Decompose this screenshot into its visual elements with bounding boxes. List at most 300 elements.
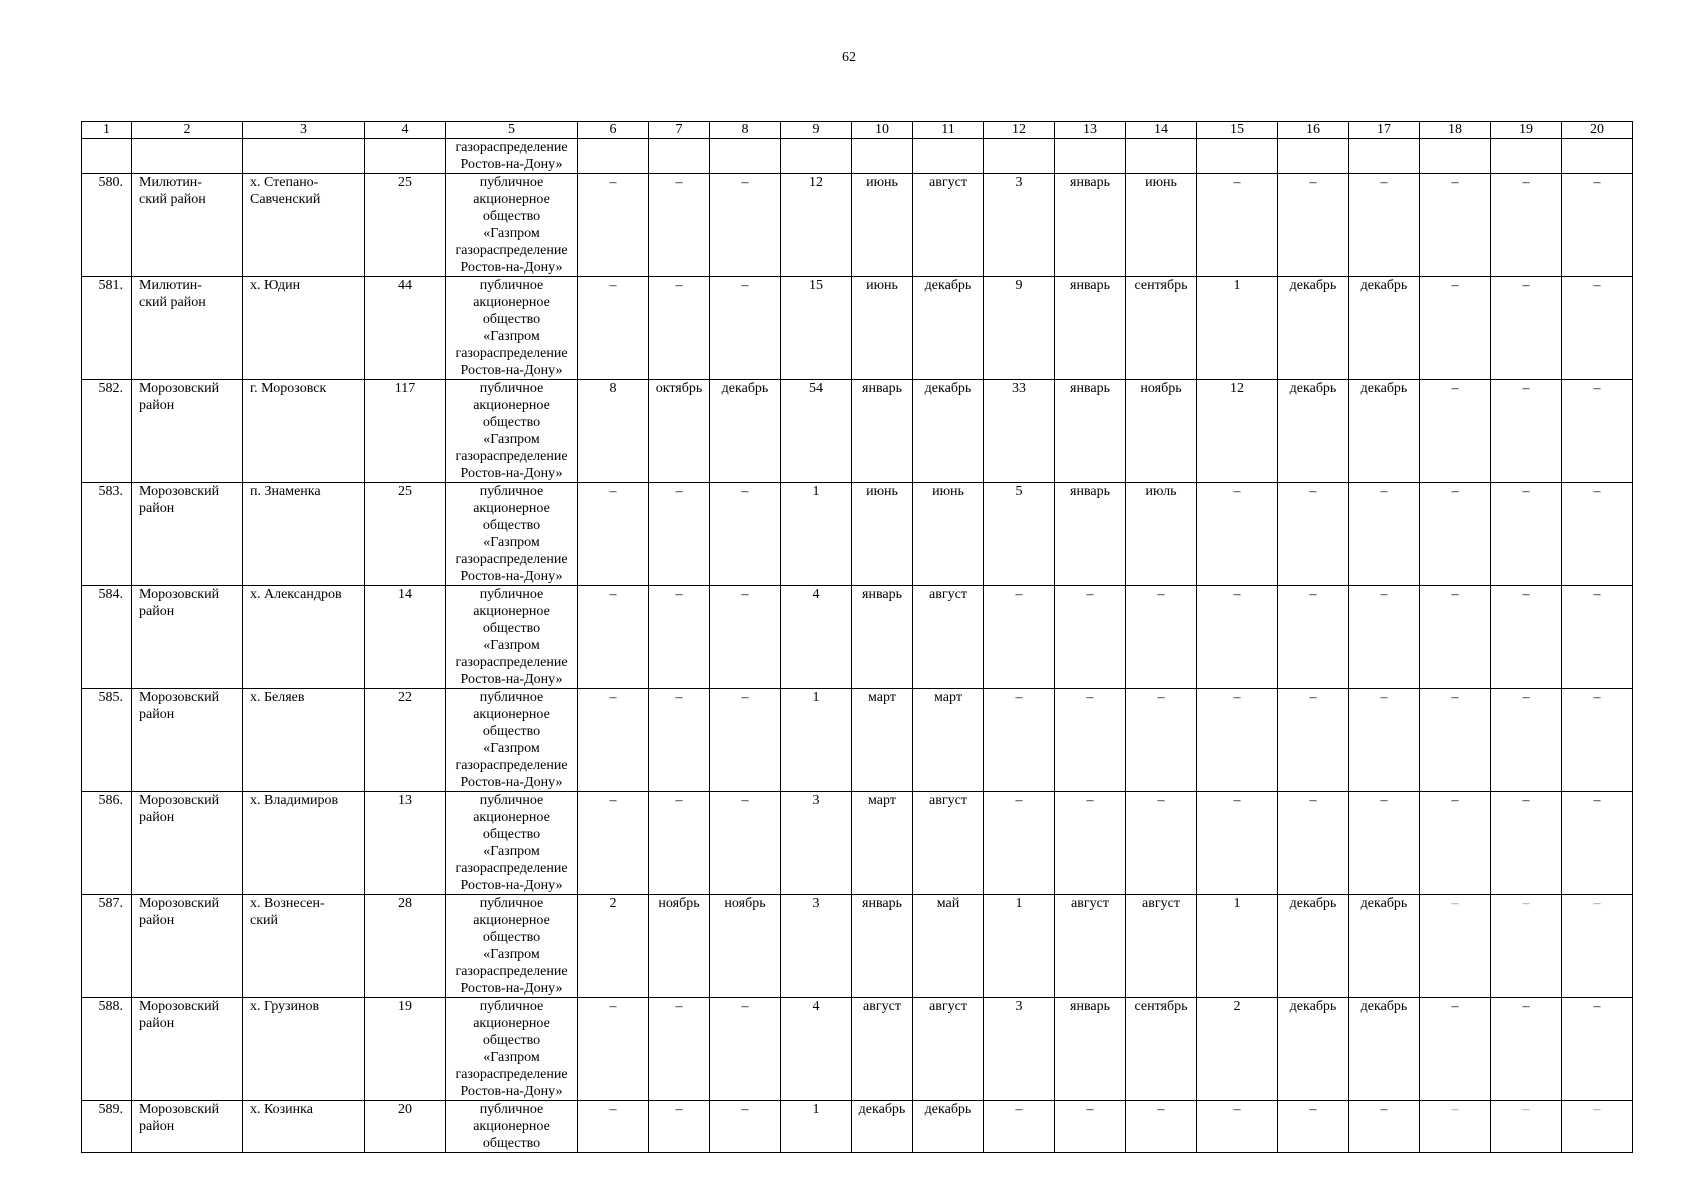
cell-line: публичное xyxy=(479,1102,544,1117)
cell-col-17: – xyxy=(1349,792,1420,895)
cell-line: акционерное xyxy=(473,295,550,310)
cell-col-17: – xyxy=(1349,586,1420,689)
cell-col-7: – xyxy=(649,689,710,792)
cell-line: газораспределение xyxy=(455,964,568,979)
cell-col-16 xyxy=(1278,139,1349,174)
organization-cell xyxy=(446,998,578,1101)
cell-col-20: – xyxy=(1562,483,1633,586)
cell-col-8: декабрь xyxy=(710,380,781,483)
cell-line: публичное xyxy=(479,484,544,499)
cell-col-14: – xyxy=(1126,689,1197,792)
cell-col-15: 1 xyxy=(1197,277,1278,380)
locality-cell xyxy=(243,380,365,483)
cell-col-13: август xyxy=(1055,895,1126,998)
col4-value: 19 xyxy=(365,998,446,1101)
locality-cell xyxy=(243,277,365,380)
cell-line: Ростов-на-Дону» xyxy=(460,363,563,378)
cell-col-12: 3 xyxy=(984,998,1055,1101)
cell-col-13: – xyxy=(1055,1101,1126,1153)
column-header-18: 18 xyxy=(1420,122,1491,139)
cell-col-11: август xyxy=(913,998,984,1101)
table-row xyxy=(82,998,1633,1101)
cell-line: Милютин- xyxy=(139,278,202,293)
row-number: 585. xyxy=(82,689,132,792)
cell-col-20: – xyxy=(1562,380,1633,483)
cell-col-20: – xyxy=(1562,586,1633,689)
table-row xyxy=(82,689,1633,792)
cell-line: Ростов-на-Дону» xyxy=(460,466,563,481)
cell-col-18: – xyxy=(1420,1101,1491,1153)
cell-col-19: – xyxy=(1491,380,1562,483)
cell-col-16: декабрь xyxy=(1278,380,1349,483)
cell-line: публичное xyxy=(479,175,544,190)
cell-col-19: – xyxy=(1491,174,1562,277)
cell-col-17: декабрь xyxy=(1349,895,1420,998)
cell-col-20 xyxy=(1562,139,1633,174)
cell-col-12: 5 xyxy=(984,483,1055,586)
row-number: 588. xyxy=(82,998,132,1101)
col4-value: 44 xyxy=(365,277,446,380)
cell-line: район xyxy=(139,913,175,928)
cell-line: «Газпром xyxy=(483,638,540,653)
organization-cell xyxy=(446,689,578,792)
cell-col-20: – xyxy=(1562,792,1633,895)
cell-col-14: ноябрь xyxy=(1126,380,1197,483)
cell-col-17 xyxy=(1349,139,1420,174)
cell-col-12: – xyxy=(984,689,1055,792)
cell-line: «Газпром xyxy=(483,226,540,241)
row-number: 586. xyxy=(82,792,132,895)
cell-line: публичное xyxy=(479,278,544,293)
cell-col-20: – xyxy=(1562,174,1633,277)
cell-line: Ростов-на-Дону» xyxy=(460,878,563,893)
table-row xyxy=(82,174,1633,277)
cell-col-17: – xyxy=(1349,483,1420,586)
cell-col-12: 33 xyxy=(984,380,1055,483)
column-header-11: 11 xyxy=(913,122,984,139)
cell-col-16: декабрь xyxy=(1278,895,1349,998)
cell-col-16: – xyxy=(1278,483,1349,586)
cell-col-8: – xyxy=(710,586,781,689)
cell-col-11: август xyxy=(913,586,984,689)
cell-col-12 xyxy=(984,139,1055,174)
cell-col-18: – xyxy=(1420,380,1491,483)
table-row xyxy=(82,792,1633,895)
row-number: 583. xyxy=(82,483,132,586)
cell-col-7: – xyxy=(649,277,710,380)
column-header-8: 8 xyxy=(710,122,781,139)
cell-line: ский район xyxy=(139,295,206,310)
cell-col-11: август xyxy=(913,792,984,895)
cell-col-10: январь xyxy=(852,380,913,483)
cell-col-17: – xyxy=(1349,1101,1420,1153)
organization-cell xyxy=(446,174,578,277)
cell-col-7: октябрь xyxy=(649,380,710,483)
cell-line: акционерное xyxy=(473,1016,550,1031)
column-header-10: 10 xyxy=(852,122,913,139)
cell-line: район xyxy=(139,398,175,413)
cell-col-10: январь xyxy=(852,895,913,998)
cell-col-14: – xyxy=(1126,1101,1197,1153)
organization-cell xyxy=(446,483,578,586)
cell-line: общество xyxy=(482,518,541,533)
cell-line: район xyxy=(139,501,175,516)
cell-col-7: – xyxy=(649,792,710,895)
cell-line: Ростов-на-Дону» xyxy=(460,569,563,584)
cell-line: общество xyxy=(482,1136,541,1151)
cell-col-9: 1 xyxy=(781,483,852,586)
cell-line: газораспределение xyxy=(455,552,568,567)
cell-col-6: – xyxy=(578,586,649,689)
cell-col-11: май xyxy=(913,895,984,998)
organization-cell xyxy=(446,380,578,483)
organization-cell xyxy=(446,792,578,895)
cell-col-19: – xyxy=(1491,1101,1562,1153)
cell-line: Морозовский xyxy=(139,896,220,911)
cell-line: общество xyxy=(482,209,541,224)
row-number: 584. xyxy=(82,586,132,689)
cell-line: «Газпром xyxy=(483,947,540,962)
cell-line: х. Степано- xyxy=(250,175,319,190)
cell-col-15: – xyxy=(1197,792,1278,895)
column-header-19: 19 xyxy=(1491,122,1562,139)
cell-line: газораспределение xyxy=(455,861,568,876)
cell-col-9: 54 xyxy=(781,380,852,483)
cell-col-18: – xyxy=(1420,689,1491,792)
district-cell xyxy=(132,998,243,1101)
cell-line: х. Беляев xyxy=(250,690,305,705)
cell-line: акционерное xyxy=(473,192,550,207)
cell-col-13: январь xyxy=(1055,380,1126,483)
table-row xyxy=(82,1101,1633,1153)
cell-col-17: – xyxy=(1349,174,1420,277)
district-cell xyxy=(132,174,243,277)
cell-col-6: – xyxy=(578,792,649,895)
cell-col-14: июнь xyxy=(1126,174,1197,277)
cell-line: газораспределение xyxy=(455,655,568,670)
cell-col-20: – xyxy=(1562,689,1633,792)
cell-col-20: – xyxy=(1562,277,1633,380)
cell-col-9: 15 xyxy=(781,277,852,380)
col4-value: 25 xyxy=(365,483,446,586)
cell-line: Морозовский xyxy=(139,381,220,396)
cell-col-8: – xyxy=(710,277,781,380)
cell-line: акционерное xyxy=(473,1119,550,1134)
cell-col-16: декабрь xyxy=(1278,277,1349,380)
column-header-12: 12 xyxy=(984,122,1055,139)
locality-cell xyxy=(243,998,365,1101)
locality-cell xyxy=(243,586,365,689)
cell-col-8: – xyxy=(710,689,781,792)
cell-col-18: – xyxy=(1420,792,1491,895)
cell-col-13: январь xyxy=(1055,483,1126,586)
district-cell xyxy=(132,1101,243,1153)
cell-col-16: – xyxy=(1278,1101,1349,1153)
cell-line: публичное xyxy=(479,896,544,911)
column-header-20: 20 xyxy=(1562,122,1633,139)
cell-line: Ростов-на-Дону» xyxy=(460,672,563,687)
cell-line: х. Юдин xyxy=(250,278,301,293)
cell-col-10: июнь xyxy=(852,277,913,380)
column-header-1: 1 xyxy=(82,122,132,139)
col4-value: 117 xyxy=(365,380,446,483)
cell-col-12: – xyxy=(984,792,1055,895)
column-header-16: 16 xyxy=(1278,122,1349,139)
cell-line: Милютин- xyxy=(139,175,202,190)
cell-col-10: март xyxy=(852,689,913,792)
row-number: 582. xyxy=(82,380,132,483)
cell-line: Ростов-на-Дону» xyxy=(460,981,563,996)
cell-col-19: – xyxy=(1491,483,1562,586)
cell-col-15: – xyxy=(1197,586,1278,689)
cell-col-11: декабрь xyxy=(913,277,984,380)
cell-col-18: – xyxy=(1420,895,1491,998)
cell-col-6: – xyxy=(578,483,649,586)
cell-col-15: 1 xyxy=(1197,895,1278,998)
locality-cell xyxy=(243,483,365,586)
cell-line: ский xyxy=(250,913,278,928)
cell-col-6: – xyxy=(578,1101,649,1153)
cell-col-11 xyxy=(913,139,984,174)
cell-line: газораспределение xyxy=(455,758,568,773)
cell-col-3 xyxy=(243,139,365,174)
district-cell xyxy=(132,586,243,689)
column-header-7: 7 xyxy=(649,122,710,139)
cell-col-8: – xyxy=(710,998,781,1101)
cell-col-15: – xyxy=(1197,1101,1278,1153)
cell-col-13: – xyxy=(1055,586,1126,689)
cell-line: г. Морозовск xyxy=(250,381,327,396)
cell-line: Ростов-на-Дону» xyxy=(460,157,563,172)
cell-line: общество xyxy=(482,1033,541,1048)
cell-line: Морозовский xyxy=(139,1102,220,1117)
cell-col-17: декабрь xyxy=(1349,277,1420,380)
cell-line: район xyxy=(139,707,175,722)
cell-col-5 xyxy=(446,139,578,174)
cell-line: газораспределение xyxy=(455,346,568,361)
cell-line: Морозовский xyxy=(139,690,220,705)
cell-col-6: – xyxy=(578,998,649,1101)
cell-line: х. Владимиров xyxy=(250,793,339,808)
district-cell xyxy=(132,689,243,792)
cell-col-18 xyxy=(1420,139,1491,174)
cell-line: Ростов-на-Дону» xyxy=(460,260,563,275)
column-header-6: 6 xyxy=(578,122,649,139)
table-row xyxy=(82,380,1633,483)
cell-line: Савченский xyxy=(250,192,321,207)
col4-value: 22 xyxy=(365,689,446,792)
district-cell xyxy=(132,895,243,998)
cell-col-11: август xyxy=(913,174,984,277)
column-header-3: 3 xyxy=(243,122,365,139)
cell-col-14: сентябрь xyxy=(1126,998,1197,1101)
cell-col-9: 12 xyxy=(781,174,852,277)
cell-line: район xyxy=(139,810,175,825)
cell-col-19 xyxy=(1491,139,1562,174)
cell-line: Ростов-на-Дону» xyxy=(460,775,563,790)
col4-value: 20 xyxy=(365,1101,446,1153)
cell-col-8: – xyxy=(710,483,781,586)
locality-cell xyxy=(243,895,365,998)
cell-col-15 xyxy=(1197,139,1278,174)
row-number: 581. xyxy=(82,277,132,380)
cell-line: Морозовский xyxy=(139,999,220,1014)
cell-col-16: – xyxy=(1278,174,1349,277)
cell-col-9: 3 xyxy=(781,792,852,895)
organization-cell xyxy=(446,586,578,689)
col4-value: 28 xyxy=(365,895,446,998)
cell-line: общество xyxy=(482,827,541,842)
cell-col-16: – xyxy=(1278,689,1349,792)
cell-col-1 xyxy=(82,139,132,174)
cell-col-19: – xyxy=(1491,792,1562,895)
cell-line: акционерное xyxy=(473,501,550,516)
cell-line: п. Знаменка xyxy=(250,484,321,499)
cell-line: «Газпром xyxy=(483,535,540,550)
cell-col-9 xyxy=(781,139,852,174)
table-row xyxy=(82,277,1633,380)
cell-line: Морозовский xyxy=(139,484,220,499)
cell-line: «Газпром xyxy=(483,741,540,756)
cell-col-7: – xyxy=(649,998,710,1101)
cell-col-15: 12 xyxy=(1197,380,1278,483)
row-number: 589. xyxy=(82,1101,132,1153)
row-number: 580. xyxy=(82,174,132,277)
cell-col-7: – xyxy=(649,1101,710,1153)
locality-cell xyxy=(243,689,365,792)
cell-col-8: – xyxy=(710,1101,781,1153)
locality-cell xyxy=(243,174,365,277)
cell-line: «Газпром xyxy=(483,844,540,859)
cell-col-18: – xyxy=(1420,277,1491,380)
schedule-table xyxy=(81,121,1633,1153)
cell-col-7: – xyxy=(649,174,710,277)
cell-line: х. Александров xyxy=(250,587,342,602)
cell-col-15: 2 xyxy=(1197,998,1278,1101)
cell-col-10: январь xyxy=(852,586,913,689)
cell-line: Ростов-на-Дону» xyxy=(460,1084,563,1099)
cell-line: Морозовский xyxy=(139,793,220,808)
col4-value: 25 xyxy=(365,174,446,277)
column-header-14: 14 xyxy=(1126,122,1197,139)
cell-col-14: август xyxy=(1126,895,1197,998)
cell-line: газораспределение xyxy=(455,1067,568,1082)
organization-cell xyxy=(446,277,578,380)
cell-col-12: 9 xyxy=(984,277,1055,380)
cell-line: общество xyxy=(482,312,541,327)
cell-col-9: 4 xyxy=(781,998,852,1101)
col4-value: 14 xyxy=(365,586,446,689)
cell-col-18: – xyxy=(1420,483,1491,586)
cell-col-13 xyxy=(1055,139,1126,174)
cell-col-12: 1 xyxy=(984,895,1055,998)
cell-col-10: декабрь xyxy=(852,1101,913,1153)
district-cell xyxy=(132,277,243,380)
column-header-17: 17 xyxy=(1349,122,1420,139)
cell-col-20: – xyxy=(1562,998,1633,1101)
cell-line: общество xyxy=(482,930,541,945)
cell-col-16: – xyxy=(1278,586,1349,689)
district-cell xyxy=(132,483,243,586)
column-header-5: 5 xyxy=(446,122,578,139)
cell-col-6: – xyxy=(578,174,649,277)
cell-line: акционерное xyxy=(473,604,550,619)
cell-col-12: – xyxy=(984,586,1055,689)
cell-col-15: – xyxy=(1197,174,1278,277)
cell-col-10: август xyxy=(852,998,913,1101)
cell-line: район xyxy=(139,1016,175,1031)
cell-col-19: – xyxy=(1491,277,1562,380)
cell-col-14: – xyxy=(1126,586,1197,689)
cell-line: акционерное xyxy=(473,398,550,413)
table-row xyxy=(82,586,1633,689)
row-number: 587. xyxy=(82,895,132,998)
cell-col-16: декабрь xyxy=(1278,998,1349,1101)
cell-col-7: – xyxy=(649,586,710,689)
cell-col-8: ноябрь xyxy=(710,895,781,998)
cell-col-6: 8 xyxy=(578,380,649,483)
cell-line: акционерное xyxy=(473,913,550,928)
cell-col-17: декабрь xyxy=(1349,380,1420,483)
cell-col-8: – xyxy=(710,792,781,895)
cell-col-11: декабрь xyxy=(913,1101,984,1153)
cell-line: публичное xyxy=(479,587,544,602)
cell-col-10: март xyxy=(852,792,913,895)
cell-col-13: – xyxy=(1055,689,1126,792)
table-body xyxy=(82,139,1633,1153)
column-header-13: 13 xyxy=(1055,122,1126,139)
cell-col-2 xyxy=(132,139,243,174)
cell-col-7: ноябрь xyxy=(649,895,710,998)
cell-col-9: 1 xyxy=(781,689,852,792)
cell-line: район xyxy=(139,604,175,619)
cell-line: газораспределение xyxy=(455,243,568,258)
col4-value: 13 xyxy=(365,792,446,895)
cell-col-7 xyxy=(649,139,710,174)
table-row xyxy=(82,483,1633,586)
cell-line: Морозовский xyxy=(139,587,220,602)
cell-col-8: – xyxy=(710,174,781,277)
continuation-row xyxy=(82,139,1633,174)
cell-col-18: – xyxy=(1420,586,1491,689)
column-header-15: 15 xyxy=(1197,122,1278,139)
cell-col-13: январь xyxy=(1055,277,1126,380)
district-cell xyxy=(132,792,243,895)
cell-col-12: 3 xyxy=(984,174,1055,277)
cell-col-19: – xyxy=(1491,689,1562,792)
cell-col-4 xyxy=(365,139,446,174)
cell-col-18: – xyxy=(1420,998,1491,1101)
cell-col-18: – xyxy=(1420,174,1491,277)
cell-col-9: 3 xyxy=(781,895,852,998)
cell-col-11: июнь xyxy=(913,483,984,586)
cell-col-14: – xyxy=(1126,792,1197,895)
cell-line: х. Грузинов xyxy=(250,999,320,1014)
district-cell xyxy=(132,380,243,483)
cell-col-16: – xyxy=(1278,792,1349,895)
cell-line: «Газпром xyxy=(483,1050,540,1065)
cell-line: общество xyxy=(482,724,541,739)
cell-col-6: – xyxy=(578,689,649,792)
organization-cell xyxy=(446,895,578,998)
cell-col-17: декабрь xyxy=(1349,998,1420,1101)
cell-line: газораспределение xyxy=(455,140,568,155)
cell-col-15: – xyxy=(1197,689,1278,792)
cell-col-14: июль xyxy=(1126,483,1197,586)
column-number-header xyxy=(82,122,1633,139)
cell-line: х. Козинка xyxy=(250,1102,313,1117)
cell-col-10: июнь xyxy=(852,174,913,277)
